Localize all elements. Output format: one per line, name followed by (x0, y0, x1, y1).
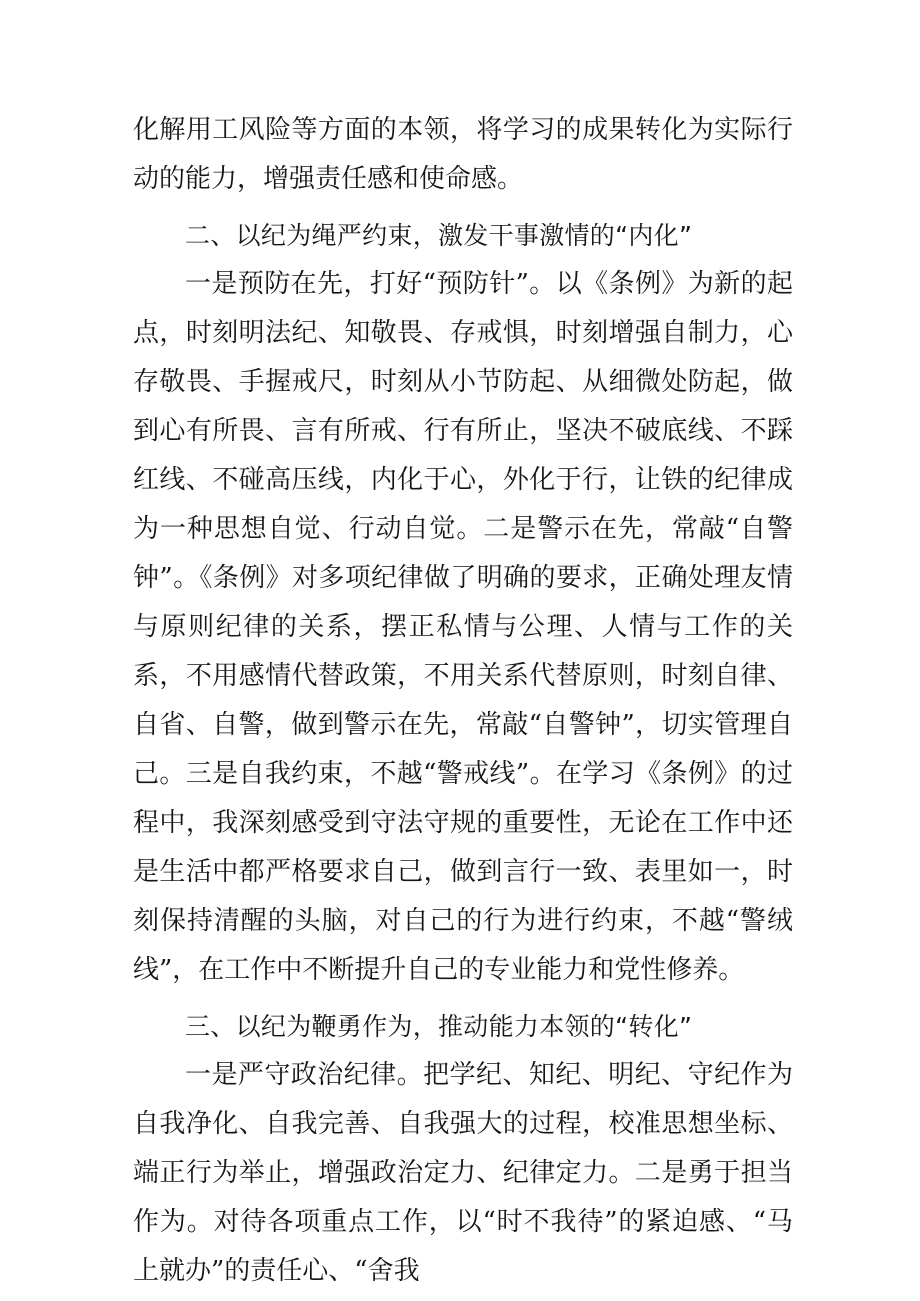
document-body (133, 106, 793, 1296)
paragraph-section-3: 一是严守政治纪律。把学纪、知纪、明纪、守纪作为自我净化、自我完善、自我强大的过程，校准思想坐标、端正行为举止，增强政治定力、纪律定力。二是勇于担当作为。对待各项重点工作，以“时不我待”的紧迫感、“马上就办”的责任心、“舍我 (133, 1060, 793, 1286)
paragraph-section-2: 一是预防在先，打好“预防针”。以《条例》为新的起点，时刻明法纪、知敬畏、存戒惧，时刻增强自制力，心存敬畏、手握戒尺，时刻从小节防起、从细微处防起，做到心有所畏、言有所戒、行有所止，坚决不破底线、不踩红线、不碰高压线，内化于心，外化于行，让铁的纪律成为一种思想自觉、行动自觉。二是警示在先，常敲“自警钟”。《条例》对多项纪律做了明确的要求，正确处理友情与原则纪律的关系，摆正私情与公理、人情与工作的关系，不用感情代替政策，不用关系代替原则，时刻自律、自省、自警，做到警示在先，常敲“自警钟”，切实管理自己。三是自我约束，不越“警戒线”。在学习《条例》的过程中，我深刻感受到守法守规的重要性，无论在工作中还是生活中都严格要求自己，做到言行一致、表里如一，时刻保持清醒的头脑，对自己的行为进行约束，不越“警绒线”，在工作中不断提升自己的专业能力和党性修养。 (133, 269, 793, 985)
paragraph-continuation: 化解用工风险等方面的本领，将学习的成果转化为实际行动的能力，增强责任感和使命感。 (133, 115, 793, 194)
section-heading-3: 三、以纪为鞭勇作为，推动能力本领的“转化” (185, 1012, 693, 1041)
section-heading-2: 二、以纪为绳严约束，激发干事激情的“内化” (185, 221, 693, 250)
